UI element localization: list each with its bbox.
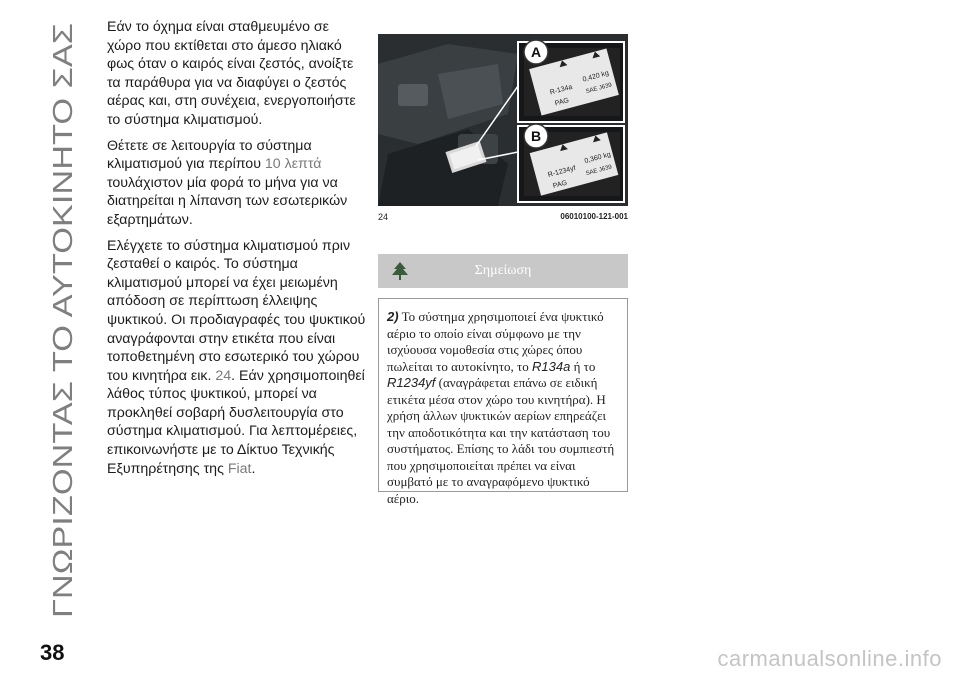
- text-run: . Εάν χρησιμοποιηθεί λάθος τύπος ψυκτικού, μπορεί να προκληθεί σοβαρή δυσλειτουργία στο σύστημα κλιματισμού. Για λεπτομέρειες, επικοινωνήστε με το Δίκτυο Τεχνικής Εξυπηρέτησης της: [107, 367, 365, 477]
- figure-code: 06010100-121-001: [560, 212, 628, 221]
- note-box: [378, 298, 628, 506]
- page-number: 38: [40, 640, 65, 665]
- figure-caption: [378, 212, 628, 222]
- label-a-oil-code: SAE J639: [585, 82, 613, 96]
- label-b-gas: R-1234yf: [547, 164, 577, 179]
- watermark: carmanualsonline.info: [717, 646, 942, 671]
- callout-a-letter: A: [530, 44, 542, 60]
- paragraph-monthly-run: [107, 137, 367, 230]
- text-run: .: [251, 460, 256, 477]
- text-run: τουλάχιστον μία φορά το μήνα για να διατηρείται η λίπανση των εσωτερικών εξαρτημάτων.: [107, 174, 348, 228]
- label-a-gas: R-134a: [549, 83, 574, 97]
- label-a-oil: PAG: [554, 97, 570, 108]
- label-b-weight: 0,360 kg: [583, 151, 612, 166]
- brand-name: Fiat: [227, 460, 252, 477]
- chapter-title-vertical: [48, 20, 82, 620]
- label-b-oil-code: SAE J639: [585, 164, 613, 178]
- note-title: Σημείωση: [474, 263, 532, 278]
- note-marker: 2): [387, 309, 399, 324]
- figure-number: 24: [378, 212, 389, 222]
- text-run: Θέτετε σε λειτουργία το σύστημα κλιματισμού για περίπου: [107, 137, 312, 173]
- label-a-weight: 0,420 kg: [581, 69, 610, 84]
- note-text: Το σύστημα χρησιμοποιεί ένα ψυκτικό αέριο το οποίο είναι σύμφωνο με την ισχύουσα νομοθεσία στις χώρες όπου πωλείται το αυτοκίνητο, το: [387, 309, 604, 374]
- note-text: ή το: [570, 358, 596, 374]
- label-b-oil: PAG: [552, 179, 568, 191]
- paragraph-check-system: [107, 237, 367, 479]
- chapter-title: ΓΝΩΡΙΖΟΝΤΑΣ ΤΟ ΑΥΤΟΚΙΝΗΤΟ ΣΑΣ: [48, 132, 78, 618]
- engine-bay-figure: [378, 34, 628, 206]
- text-run: Ελέγχετε το σύστημα κλιματισμού πριν ζεσταθεί ο καιρός. Το σύστημα κλιματισμού μπορεί να έχει μειωμένη απόδοση σε περίπτωση έλλειψης ψυκτικού. Οι προδιαγραφές του ψυκτικού αναγράφονται στην ετικέτα που είναι τοποθετημένη στο εσωτερικό του χώρου του κινητήρα εικ.: [107, 237, 366, 384]
- callout-b-letter: B: [530, 128, 542, 144]
- body-text-column: [107, 18, 367, 485]
- engine-bay-illustration: [378, 34, 628, 206]
- figure-ref: 24: [215, 367, 232, 384]
- note-text: (αναγράφεται επάνω σε ειδική ετικέτα μέσα στον χώρο του κινητήρα). Η χρήση άλλων ψυκτικών αερίων επηρεάζει την αποδοτικότητα και την κατάσταση του συστήματος. Επίσης το λάδι του συμπιεστή που χρησιμοποιείται πρέπει να είναι συμβατό με το αναγραφόμενο ψυκτικό αέριο.: [387, 375, 615, 506]
- paragraph-parked-sun: Εάν το όχημα είναι σταθμευμένο σε χώρο που εκτίθεται στο άμεσο ηλιακό φως όταν ο καιρός είναι ζεστός, ανοίξτε τα παράθυρα για να διαφύγει ο ζεστός αέρας και, στη συνέχεια, ενεργοποιήστε το σύστημα κλιματισμού.: [107, 19, 356, 128]
- refrigerant-code: R1234yf: [387, 375, 436, 390]
- refrigerant-code: R134a: [532, 358, 571, 374]
- duration-ref: 10 λεπτά: [264, 156, 322, 173]
- note-header: [378, 254, 628, 288]
